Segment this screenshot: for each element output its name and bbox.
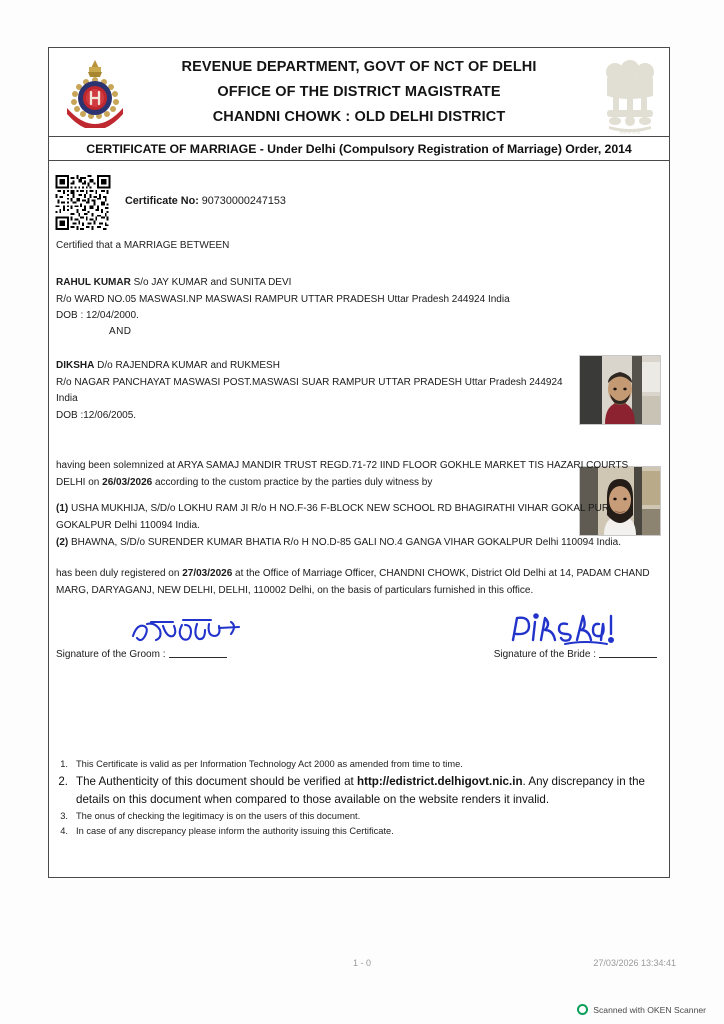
- certificate-number: [125, 195, 286, 207]
- groom-photo: [579, 355, 661, 425]
- verification-url: http://edistrict.delhigovt.nic.in: [357, 774, 523, 788]
- note-number: 2.: [58, 774, 68, 788]
- note-text: In case of any discrepancy please inform the authority issuing this Certificate.: [76, 826, 394, 836]
- solemnization-date: 26/03/2026: [102, 476, 153, 488]
- groom-signature-rule: [169, 657, 227, 658]
- page-footer: [0, 958, 724, 974]
- witness-1: [56, 501, 658, 534]
- bride-signature-text: Signature of the Bride :: [493, 649, 596, 660]
- footer-timestamp: 27/03/2026 13:34:41: [593, 958, 676, 968]
- ashoka-emblem-icon: [599, 52, 661, 136]
- note-item: [56, 809, 659, 825]
- scanner-watermark: [577, 1004, 706, 1015]
- witness-2: [56, 535, 658, 552]
- witness-2-marker: (2): [56, 537, 69, 548]
- certificate-frame: [48, 47, 670, 878]
- groom-address: R/o WARD NO.05 MASWASI.NP MASWASI RAMPUR UTTAR PRADESH Uttar Pradesh 244924 India: [56, 293, 510, 305]
- bride-dob: DOB :12/06/2005.: [56, 409, 137, 421]
- certificate-subtitle-text: CERTIFICATE OF MARRIAGE - Under Delhi (Compulsory Registration of Marriage) Order, 2014: [86, 141, 632, 156]
- certificate-number-label: Certificate No:: [125, 195, 199, 207]
- note-number: 1.: [60, 759, 68, 769]
- witness-1-text: USHA MUKHIJA, S/D/o LOKHU RAM JI R/o H NO.F-36 F-BLOCK NEW SCHOOL RD BHAGIRATHI VIHAR GOKAL PUR GOKALPUR Delhi 110094 India.: [56, 503, 610, 531]
- certificate-header: [49, 48, 669, 137]
- svg-text:सत्यमेव जयते: सत्यमेव जयते: [619, 130, 641, 135]
- note-prefix: The Authenticity of this document should be verified at: [76, 774, 357, 788]
- scanner-watermark-text: Scanned with OKEN Scanner: [593, 1004, 706, 1015]
- certificate-number-value: 90730000247153: [201, 195, 286, 207]
- solemnization-suffix: according to the custom practice by the parties duly witness by: [152, 476, 433, 488]
- witness-1-marker: (1): [56, 503, 69, 514]
- groom-dob: DOB : 12/04/2000.: [56, 310, 139, 321]
- certified-that-line: Certified that a MARRIAGE BETWEEN: [56, 240, 230, 251]
- groom-relation: S/o JAY KUMAR and SUNITA DEVI: [133, 277, 292, 288]
- note-item: [56, 824, 659, 840]
- certificate-notes: [56, 757, 659, 840]
- header-title-group: [49, 55, 669, 130]
- solemnization-paragraph: [56, 458, 658, 491]
- bride-details: [56, 358, 576, 424]
- note-number: 4.: [60, 826, 68, 836]
- header-title-line-2: OFFICE OF THE DISTRICT MAGISTRATE: [217, 84, 501, 100]
- certificate-body: [49, 161, 669, 875]
- and-separator-label: AND: [109, 326, 132, 337]
- solemnization-prefix: having been solemnized at ARYA SAMAJ MANDIR TRUST REGD.71-72 IIND FLOOR GOKHLE MARKET TIS HAZARI COURTS DELHI on: [56, 460, 629, 488]
- groom-details: [56, 275, 576, 325]
- registration-prefix: has been duly registered on: [56, 568, 183, 579]
- groom-signature-label: [56, 649, 227, 660]
- bride-name: DIKSHA: [56, 360, 95, 371]
- bride-relation: D/o RAJENDRA KUMAR and RUKMESH: [97, 360, 280, 371]
- signature-zone: [49, 616, 669, 672]
- qr-code-icon: [55, 175, 111, 230]
- groom-signature-text: Signature of the Groom :: [56, 649, 166, 660]
- groom-name: RAHUL KUMAR: [56, 277, 131, 288]
- registration-paragraph: [56, 566, 658, 599]
- note-text: The onus of checking the legitimacy is on the users of this document.: [76, 810, 361, 821]
- page-number: 1 - 0: [352, 958, 371, 968]
- bride-signature-rule: [599, 657, 657, 658]
- header-title-line-3: CHANDNI CHOWK : OLD DELHI DISTRICT: [212, 109, 506, 125]
- groom-name-row: [56, 275, 576, 292]
- header-title-line-1: REVENUE DEPARTMENT, GOVT OF NCT OF DELHI: [181, 59, 537, 75]
- note-text: This Certificate is valid as per Information Technology Act 2000 as amended from time to time.: [76, 759, 463, 769]
- bride-name-row: [56, 358, 576, 375]
- registration-date: 27/03/2026: [182, 568, 233, 579]
- bride-signature-label: [494, 649, 657, 660]
- witness-2-text: BHAWNA, S/D/o SURENDER KUMAR BHATIA R/o H NO.D-85 GALI NO.4 GANGA VIHAR GOKALPUR Delhi 110094 India.: [68, 537, 621, 548]
- note-number: 3.: [60, 810, 68, 821]
- note-suffix: . Any discrepancy in the details on this document when compared to those available on the website renders it invalid.: [76, 774, 645, 806]
- note-text: [76, 773, 659, 809]
- note-item: [56, 757, 659, 773]
- note-item: [56, 773, 659, 809]
- oken-scanner-ring-icon: [577, 1004, 588, 1015]
- bride-address: R/o NAGAR PANCHAYAT MASWASI POST.MASWASI SUAR RAMPUR UTTAR PRADESH Uttar Pradesh 244924 India: [56, 376, 563, 404]
- registration-suffix: at the Office of Marriage Officer, CHANDNI CHOWK, District Old Delhi at 14, PADAM CHAND MARG, DARYAGANJ, NEW DELHI, DELHI, 110002 Delhi, on the basis of particulars furnished in this office.: [56, 568, 650, 596]
- certificate-subtitle-bar: [49, 137, 669, 161]
